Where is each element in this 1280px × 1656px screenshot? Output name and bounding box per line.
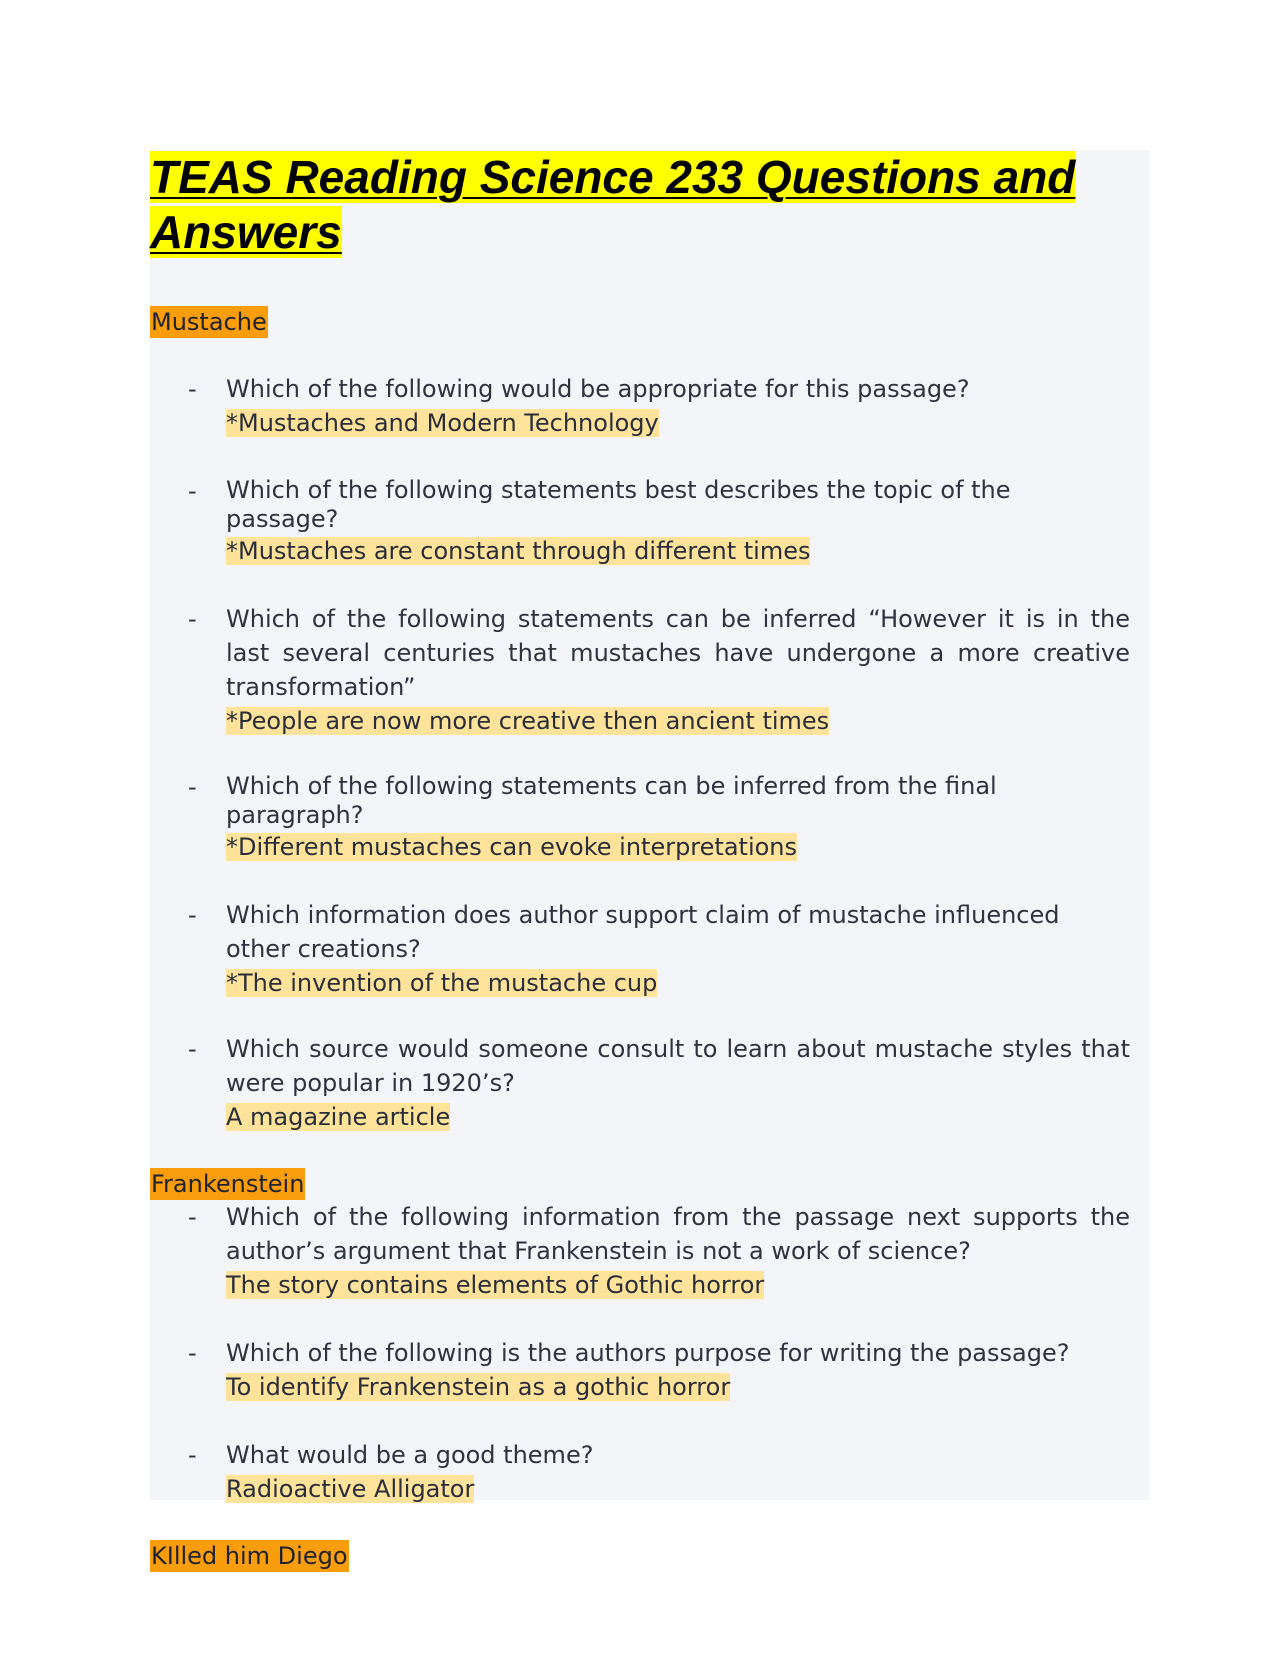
section-heading: Mustache xyxy=(151,308,267,336)
list-item xyxy=(150,1336,1130,1404)
answer-text: *Mustaches are constant through different times xyxy=(226,537,811,565)
section-killed-him-diego xyxy=(150,1540,1130,1572)
section-heading: Frankenstein xyxy=(151,1170,305,1198)
list-item xyxy=(150,898,1130,1000)
answer-text: *Mustaches and Modern Technology xyxy=(226,409,659,437)
question-text: Which of the following statements can be inferred from the final paragraph? xyxy=(226,772,997,829)
bullet-dash: - xyxy=(188,477,197,505)
section-mustache xyxy=(150,306,1130,1134)
bullet-dash: - xyxy=(188,1339,197,1367)
list-item xyxy=(150,474,1130,568)
list-item xyxy=(150,1438,1130,1506)
list-item xyxy=(150,602,1130,738)
question-text: Which information does author support claim of mustache influenced other creations? xyxy=(226,901,1060,963)
answer-text: To identify Frankenstein as a gothic horror xyxy=(226,1373,731,1401)
bullet-dash: - xyxy=(188,1035,197,1063)
answer-text: *Different mustaches can evoke interpretations xyxy=(226,833,798,861)
question-text: Which of the following statements best describes the topic of the passage? xyxy=(226,476,1011,533)
question-text: Which of the following is the authors purpose for writing the passage? xyxy=(226,1339,1070,1367)
bullet-dash: - xyxy=(188,1203,197,1231)
list-item xyxy=(150,372,1130,440)
answer-text: The story contains elements of Gothic horror xyxy=(226,1271,765,1299)
section-frankenstein xyxy=(150,1168,1130,1506)
question-text: Which of the following statements can be inferred “However it is in the last several centuries that mustaches have undergone a more creative transformation” xyxy=(226,605,1130,701)
question-text: Which of the following information from the passage next supports the author’s argument that Frankenstein is not a work of science? xyxy=(226,1203,1130,1265)
section-heading: KIlled him Diego xyxy=(151,1542,348,1570)
bullet-dash: - xyxy=(188,375,197,403)
bullet-dash: - xyxy=(188,605,197,633)
list-item xyxy=(150,1032,1130,1134)
question-text: Which of the following would be appropriate for this passage? xyxy=(226,375,970,403)
list-item xyxy=(150,770,1130,864)
document-title xyxy=(150,150,1130,260)
question-text: What would be a good theme? xyxy=(226,1441,594,1469)
list-item xyxy=(150,1200,1130,1302)
document-body xyxy=(150,150,1130,1572)
answer-text: A magazine article xyxy=(226,1103,451,1131)
answer-text: Radioactive Alligator xyxy=(226,1475,475,1503)
answer-text: *People are now more creative then ancient times xyxy=(226,707,830,735)
bullet-dash: - xyxy=(188,1441,197,1469)
qa-list xyxy=(150,1200,1130,1506)
answer-text: *The invention of the mustache cup xyxy=(226,969,658,997)
title-line-1: TEAS Reading Science 233 Questions and xyxy=(150,151,1076,203)
title-line-2: Answers xyxy=(150,206,342,258)
bullet-dash: - xyxy=(188,901,197,929)
bullet-dash: - xyxy=(188,773,197,801)
qa-list xyxy=(150,372,1130,1134)
question-text: Which source would someone consult to learn about mustache styles that were popular in 1920’s? xyxy=(226,1035,1130,1097)
